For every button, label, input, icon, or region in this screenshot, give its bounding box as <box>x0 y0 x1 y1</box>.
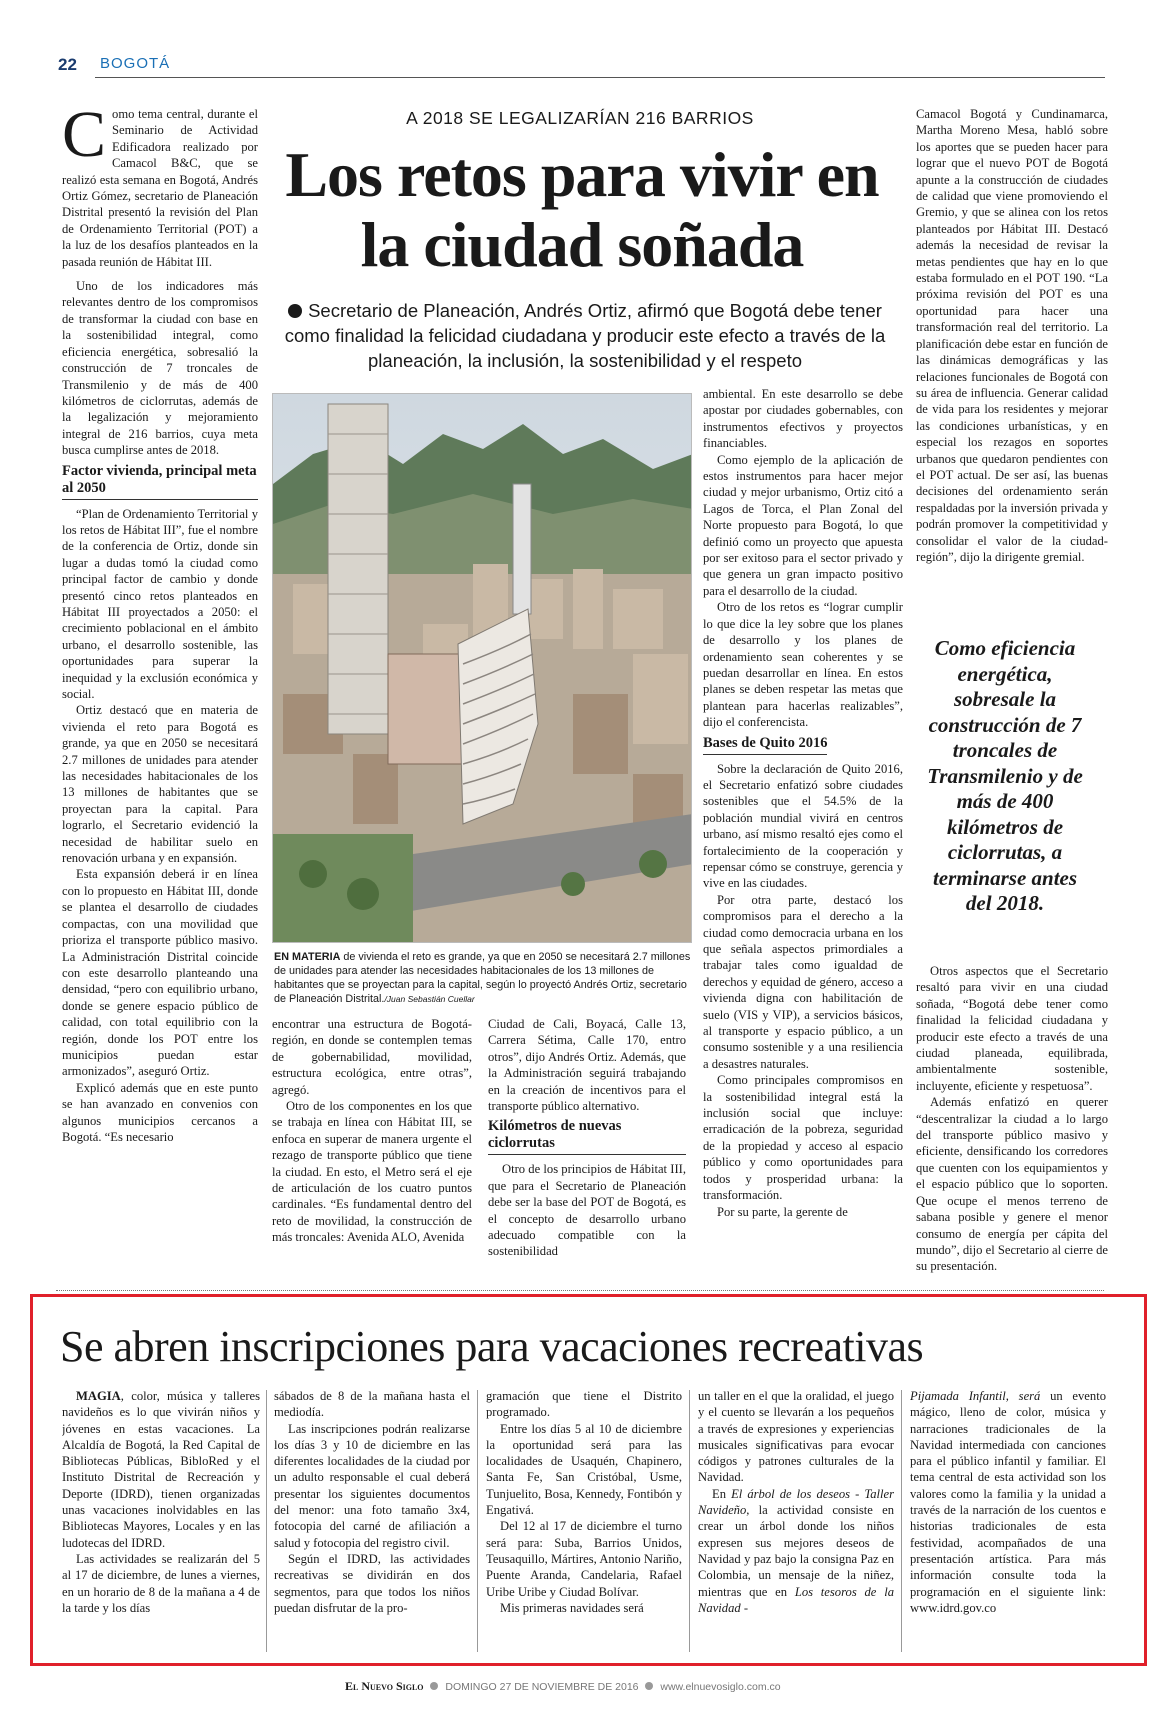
paragraph: Explicó además que en este punto se han avanzado en convenios con algunos municipios cercanos a Bogotá. “Es necesario <box>62 1080 258 1144</box>
paragraph <box>910 1388 1106 1616</box>
article-column-5 <box>916 106 1108 611</box>
header-rule <box>95 77 1105 78</box>
event-title: El árbol de los deseos - Taller Navideño <box>698 1486 894 1518</box>
paragraph: Por otra parte, destacó los compromisos para el derecho a la ciudad como democracia urbana en los que señala aspectos primordiales a trabajar tales como igualdad de derechos y equidad de género, acceso a vivienda digna con habilitación de suelo (VIS y VIP), a servicios básicos, al transporte y espacio público, a un consumo sostenible y a una resiliencia a desastres naturales. <box>703 892 903 1071</box>
paragraph-text: , la actividad consiste en crear un árbol donde los niños expresen sus mejores deseos de Navidad y paz bajo la consigna Paz en Colombia, un mensaje de la niñez, mientras que en <box>698 1503 894 1599</box>
column-divider <box>901 1390 902 1652</box>
drop-cap: C <box>62 106 107 171</box>
boxed-column-3 <box>486 1388 682 1656</box>
caption-text: de vivienda el reto es grande, ya que en 2050 se necesitará 2.7 millones de unidades para atender las necesidades habitacionales de los 13 millones de habitantes que se proyectan para la capital, según lo proyectó Andrés Ortiz, secretario de Planeación Distrital. <box>274 951 691 1005</box>
paragraph: Por su parte, la gerente de <box>717 1204 848 1219</box>
dotted-separator <box>56 1290 1104 1291</box>
page-footer <box>345 1679 865 1694</box>
paragraph: Otro de los principios de Hábitat III, que para el Secretario de Planeación debe ser la base del POT de Bogotá, es el concepto de desarrollo urbano adecuado compatible con la sostenibilidad <box>488 1162 686 1259</box>
event-title: Los tesoros de la Navidad - <box>698 1584 894 1615</box>
paragraph: Además enfatizó en querer “descentralizar la ciudad a lo largo del transporte público masivo y eficiente, densificando los corredores que cuenten con los equipamientos y el espacio público que lo soporten. Que ocupe el menos terreno de sabana posible y genere el menor consumo de energía per cápita del mundo”, dijo el Secretario al cierre de su presentación. <box>916 1095 1108 1274</box>
paragraph <box>698 1486 894 1616</box>
article-column-1 <box>62 106 258 1286</box>
article-kicker: A 2018 SE LEGALIZARÍAN 216 BARRIOS <box>406 108 754 128</box>
boxed-column-2 <box>274 1388 470 1656</box>
paragraph: encontrar una estructura de Bogotá-región, en donde se contemplen temas de gobernabilidad, movilidad, estructura ecológica, entre otras”, agregó. <box>272 1017 472 1097</box>
paragraph: ambiental. En este desarrollo se debe apostar por ciudades gobernables, con instrumentos efectivos y proyectos financiables. <box>703 387 903 451</box>
paragraph: un taller en el que la oralidad, el juego y el cuento se llevarán a los pequeños a través de expresiones y experiencias musicales significativas para evocar códigos y patrones culturales de la Navidad. <box>698 1389 894 1485</box>
article-column-3 <box>488 1016 686 1286</box>
article-column-4 <box>703 386 903 1286</box>
caption-lead: EN MATERIA <box>274 951 341 963</box>
section-label: BOGOTÁ <box>100 55 171 72</box>
paragraph: Entre los días 5 al 10 de diciembre la oportunidad será para las localidades de Usaquén, Chapinero, Santa Fe, San Cristóbal, Usme, Tunjuelito, Bosa, Kennedy, Fontibón y Engativá. <box>486 1421 682 1518</box>
paragraph-text: omo tema central, durante el Seminario de Actividad Edificadora realizado por Camacol B&C, que se realizó esta semana en Bogotá, Andrés Ortiz Gómez, secretario de Planeación Distrital presentó la revisión del Plan de Ordenamiento Territorial (POT) a la luz de los desafíos planteados en la pasada reunión de Hábitat III. <box>62 107 258 269</box>
boxed-article-headline: Se abren inscripciones para vacaciones recreativas <box>60 1322 924 1371</box>
paragraph: Como principales compromisos en la sostenibilidad integral está la inclusión social que incluye: erradicación de la pobreza, seguridad de la propiedad y acceso al espacio público y como oportunidades para todos y prosperidad urbana: la transformación. <box>703 1073 903 1203</box>
article-column-2 <box>272 1016 472 1286</box>
paragraph: gramación que tiene el Distrito programado. <box>486 1389 682 1420</box>
paragraph: Como ejemplo de la aplicación de estos instrumentos para hacer mejor ciudad y mejor urbanismo, Ortiz citó a Lagos de Torca, el Plan Zonal del Norte propuesto para Bogotá, lo que definió como un proyecto que apuesta por ser exitoso para el sector privado y que genera un gran impacto positivo para el desarrollo de la ciudad. <box>703 452 903 598</box>
article-column-5-continued <box>916 963 1108 1286</box>
issue-date: DOMINGO 27 DE NOVIEMBRE DE 2016 <box>445 1681 639 1693</box>
paragraph: Según el IDRD, las actividades recreativas se dividirán en dos segmentos, para que todos los niños puedan disfrutar de la pro- <box>274 1551 470 1615</box>
paragraph: “Plan de Ordenamiento Territorial y los retos de Hábitat III”, fue el nombre de la conferencia de Ortiz, donde sin lugar a dudas tomó la ciudad como principal factor de cambio y donde presentó cinco retos planteados en Hábitat III proyectados a 2050: el crecimiento poblacional en el ámbito urbano, el desarrollo sostenible, las oportunidades para superar la inequidad y la exclusión económica y social. <box>62 506 258 701</box>
boxed-column-4 <box>698 1388 894 1656</box>
subheading: Bases de Quito 2016 <box>703 735 827 755</box>
column-divider <box>266 1390 267 1652</box>
paragraph: Otros aspectos que el Secretario resaltó para vivir en una ciudad soñada, “Bogotá debe tener como finalidad la felicidad ciudadana y producir este efecto a través de una ciudad planeada, equilibrada, ambientalmente sostenible, incluyente, eficiente y respetuosa”. <box>916 964 1108 1093</box>
photo-credit: /Juan Sebastián Cuellar <box>384 994 475 1004</box>
website-url: www.elnuevosiglo.com.co <box>660 1681 781 1693</box>
paragraph: sábados de 8 de la mañana hasta el mediodía. <box>274 1389 470 1420</box>
article-headline: Los retos para vivir en la ciudad soñada <box>285 139 879 280</box>
boxed-column-5 <box>910 1388 1106 1656</box>
subheading: Factor vivienda, principal meta al 2050 <box>62 463 258 500</box>
photo-caption <box>274 950 692 1006</box>
paragraph: Ciudad de Cali, Boyacá, Calle 13, Carrera Sétima, Calle 170, entro otros”, dijo Andrés Ortiz. Además, que la Administración seguirá trabajando en la creación de incentivos para el transporte público alternativo. <box>488 1017 686 1114</box>
paragraph <box>62 1388 260 1551</box>
paragraph-text: En <box>712 1486 732 1501</box>
paragraph: Uno de los indicadores más relevantes dentro de los compromisos de transformar la ciudad con base en la sostenibilidad integral, como eficiencia energética, sobresalió la construcción de 7 troncales de Transmilenio y de más de 400 kilómetros de ciclorrutas, además de la legalización y mejoramiento integral de 216 barrios, cuya meta busca cumplirse antes de 2018. <box>62 279 258 458</box>
paragraph-text: un evento mágico, lleno de color, música y narraciones tradicionales de la Navidad intermediada con canciones para el público infantil y familiar. El tema central de esta actividad son los valores como la familia y la unidad a través de la narración de los cuentos e historias tradicionales de esta festividad, acompañados de una presentación artística. Para más información consulte toda la programación en el siguiente link: www.idrd.gov.co <box>910 1389 1106 1615</box>
bullet-icon <box>645 1682 653 1690</box>
paragraph: Las inscripciones podrán realizarse los días 3 y 10 de diciembre en las diferentes localidades de la ciudad por un adulto responsable el cual deberá presentar los siguientes documentos del menor: una foto tamaño 3x4, fotocopia del carné de afiliación a salud y fotocopia del registro civil. <box>274 1421 470 1550</box>
subheading: Kilómetros de nuevas ciclorrutas <box>488 1118 686 1155</box>
paragraph <box>62 106 258 270</box>
bullet-icon <box>430 1682 438 1690</box>
paragraph: Mis primeras navidades será <box>500 1600 644 1615</box>
bullet-icon <box>288 304 302 318</box>
paragraph: Otro de los componentes en los que se trabaja en línea con Hábitat III, se enfoca en superar de manera urgente el rezago de transporte público que tiene la ciudad. En esto, el Metro será el eje de articulación de los cuatro puntos cardinales. “Es fundamental dentro del reto de movilidad, la construcción de más troncales: Avenida ALO, Avenida <box>272 1099 472 1245</box>
column-divider <box>689 1390 690 1652</box>
paragraph: Del 12 al 17 de diciembre el turno será para: Suba, Barrios Unidos, Teusaquillo, Mártires, Antonio Nariño, Puente Aranda, Candelaria, Rafael Uribe Uribe y Ciudad Bolívar. <box>486 1519 682 1599</box>
city-photo <box>272 393 692 943</box>
paragraph: Otro de los retos es “lograr cumplir lo que dice la ley sobre que los planes de desarrollo y los planes de ordenamiento sean coherentes y se puedan desarrollar en línea. En estos planes se deben respetar las metas que plantean para hacerlas realizables”, dijo el conferencista. <box>703 600 903 730</box>
paragraph: Camacol Bogotá y Cundinamarca, Martha Moreno Mesa, habló sobre los aportes que se pueden hacer para lograr que el nuevo POT de Bogotá apunte a la construcción de ciudades de calidad que viene promoviendo el Gremio, y que se alinea con los retos planteados por Hábitat III. Destacó además la necesidad de revisar la metas pendientes que hay en lo que estaba formulado en el POT 190. “La próxima revisión del POT es una oportunidad para hacer una transformación real del territorio. La planificación debe estar en función de las dinámicas demográficas y las relaciones funcionales de Bogotá con su área de influencia. Generar calidad de vida para los residentes y mejorar las condiciones urbanísticas, y en especial los rezagos en soportes urbanos que quedaron pendientes con el POT actual. De ser así, las buenas decisiones del ordenamiento serán respaldadas por la inversión privada y podrán promover la competitividad y consolidar el valor de la ciudad-región”, dijo la dirigente gremial. <box>916 107 1108 564</box>
column-divider <box>477 1390 478 1652</box>
paragraph: Sobre la declaración de Quito 2016, el Secretario enfatizó sobre ciudades sostenibles que el 54.5% de la población mundial vivirá en centros urbano, así mismo resaltó ejes como el fortalecimiento de la cooperación y repensar cómo se construye, gerencia y vive en las ciudades. <box>703 761 903 891</box>
bogota-skyline-image <box>273 394 692 943</box>
pull-quote: Como eficiencia energética, sobresale la construcción de 7 troncales de Transmilenio y de más de 400 kilómetros de ciclorrutas, a terminarse antes del 2018. <box>927 636 1083 915</box>
paragraph: Las actividades se realizarán del 5 al 17 de diciembre, de lunes a viernes, en un horario de 8 de la mañana a 4 de la tarde y los días <box>62 1551 260 1615</box>
lede-text: Secretario de Planeación, Andrés Ortiz, afirmó que Bogotá debe tener como finalidad la felicidad ciudadana y producir este efecto a través de la planeación, la inclusión, la sostenibilidad y el respeto <box>284 300 886 371</box>
paragraph: Ortiz destacó que en materia de vivienda el reto para Bogotá es grande, ya que en 2050 se necesitará 2.7 millones de unidades para atender las necesidades habitacionales de los 13 millones de habitantes que se proyectan para la capital. Para lograrlo, el Secretario evidenció la necesidad de habilitar suelo en renovación urbana y en expansión. <box>62 703 258 866</box>
page-number: 22 <box>58 55 77 74</box>
lead-word: MAGIA <box>76 1389 121 1403</box>
event-title: Pijamada Infantil, será <box>910 1389 1041 1403</box>
article-lede <box>270 298 900 373</box>
paragraph-text: , color, música y talleres navideños es lo que vivirán niños y jóvenes en estas vacaciones. La Alcaldía de Bogotá, la Red Capital de Bibliotecas Públicas, BibloRed y el Instituto Distrital de Recreación y Deporte (IDRD), tienen organizadas unas vacaciones inolvidables en las Bibliotecas Mayores, Locales y en las ludotecas del IDRD. <box>62 1389 260 1550</box>
boxed-column-1 <box>62 1388 260 1656</box>
newspaper-name: El Nuevo Siglo <box>345 1679 424 1693</box>
paragraph: Esta expansión deberá ir en línea con lo propuesto en Hábitat III, donde se plantea el desarrollo de ciudades compactas, con una movilidad que prioriza el transporte público masivo. La Administración Distrital coincide con este desarrollo planteando una densidad, “pero con equilibrio urbano, donde se genere espacio público de calidad, con total equilibrio con la región, donde los POT entre los municipios puedan estar armonizados”, aseguró Ortiz. <box>62 867 258 1079</box>
